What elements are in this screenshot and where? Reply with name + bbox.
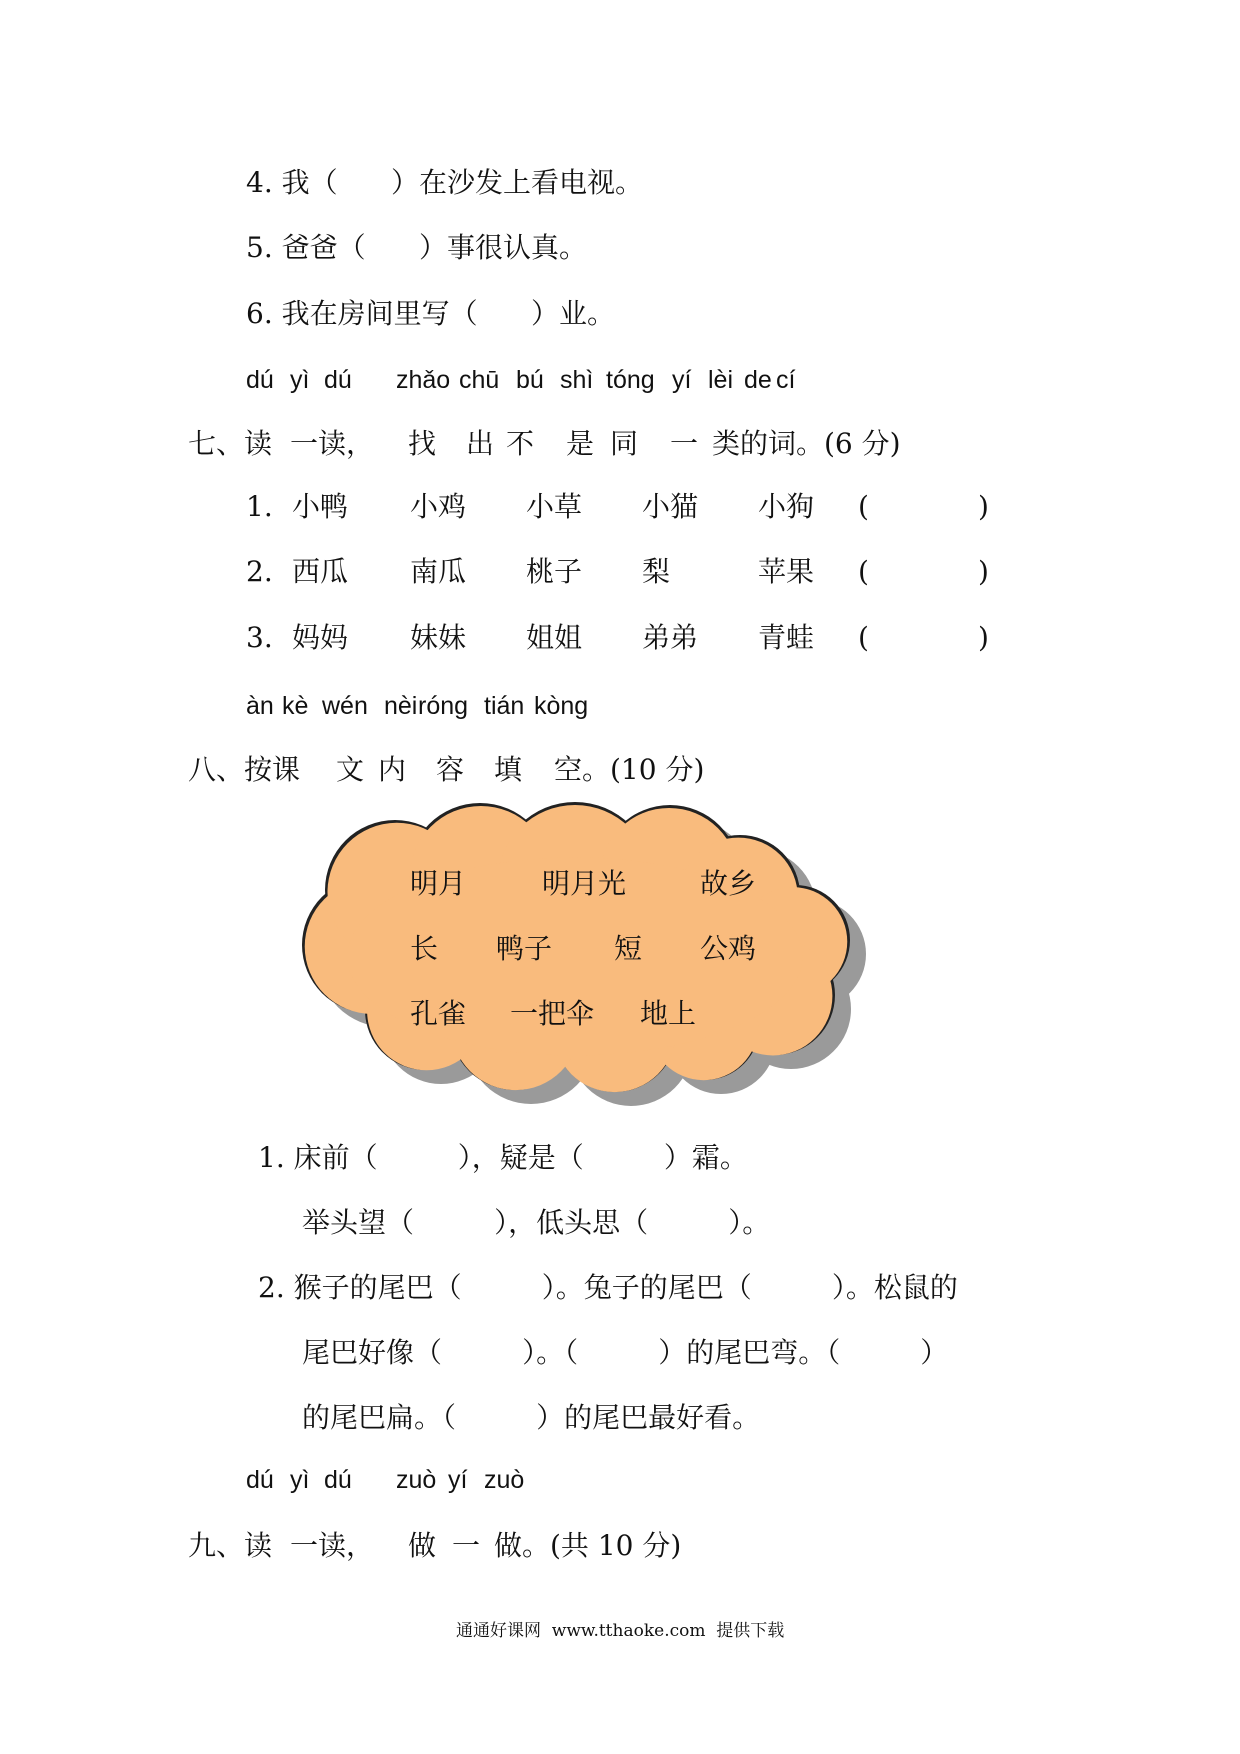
row-number: 1.: [246, 490, 273, 523]
answer-paren-close: ): [978, 555, 989, 588]
pinyin-du-2: dú: [324, 366, 352, 394]
cloud-word: 明月光: [542, 867, 627, 900]
pinyin-ci: cí: [776, 366, 796, 394]
cloud-word: 明月: [410, 867, 467, 900]
section-9-title-part: 九、读: [188, 1529, 273, 1562]
word: 青蛙: [758, 621, 815, 654]
section-8-title-part: 八、按课: [188, 753, 301, 786]
word: 姐姐: [526, 621, 583, 654]
pinyin-nei: nèi: [384, 692, 418, 720]
word: 西瓜: [292, 555, 349, 588]
pinyin-shi: shì: [560, 366, 594, 394]
section-8-title-part: 内: [378, 753, 407, 786]
pinyin-du-1: dú: [246, 366, 274, 394]
word: 苹果: [758, 555, 815, 588]
fill-line-1: 1. 床前（ ），疑是（ ）霜。: [258, 1141, 748, 1174]
section-9-title-part: 一: [452, 1529, 481, 1562]
pinyin-tong: tóng: [606, 366, 655, 394]
answer-paren-close: ): [978, 490, 989, 523]
cloud-word: 一把伞: [510, 997, 595, 1030]
pinyin-de: de: [744, 366, 772, 394]
answer-paren-open: (: [858, 490, 869, 523]
answer-paren-close: ): [978, 621, 989, 654]
cloud-word: 故乡: [700, 867, 757, 900]
word: 妈妈: [292, 621, 349, 654]
word: 南瓜: [410, 555, 467, 588]
section-9-title-part: 一读，: [290, 1529, 375, 1562]
pinyin-chu: chū: [459, 366, 500, 394]
section-7-title-part: 找: [408, 427, 437, 460]
pinyin-an: àn: [246, 692, 274, 720]
section-7-title-part: 同: [610, 427, 639, 460]
section-7-title-part: 类的词。(6 分): [712, 427, 901, 460]
pinyin-ke: kè: [282, 692, 309, 720]
word: 小猫: [642, 490, 699, 523]
section-8-title-part: 文: [336, 753, 365, 786]
question-item-5: 5. 爸爸（ ）事很认真。: [246, 231, 588, 264]
pinyin-lei: lèi: [708, 366, 734, 394]
section-8-title-part: 空。(10 分): [554, 753, 705, 786]
pinyin-rong: róng: [418, 692, 469, 720]
pinyin-yi-3: yì: [290, 1466, 310, 1494]
word: 妹妹: [410, 621, 467, 654]
cloud-word-bank: [275, 800, 945, 1110]
section-7-title-part: 一读，: [290, 427, 375, 460]
footer-credit: 通通好课网 www.tthaoke.com 提供下载: [456, 1621, 785, 1641]
section-9-title-part: 做: [408, 1529, 437, 1562]
pinyin-zuo-2: zuò: [484, 1466, 525, 1494]
pinyin-wen: wén: [322, 692, 368, 720]
section-7-title-part: 不: [506, 427, 535, 460]
section-7-title-part: 七、读: [188, 427, 273, 460]
word: 梨: [642, 555, 671, 588]
section-8-title-part: 填: [494, 753, 523, 786]
word: 桃子: [526, 555, 583, 588]
section-7-title-part: 一: [670, 427, 699, 460]
pinyin-du-4: dú: [324, 1466, 352, 1494]
section-8-title-part: 容: [436, 753, 465, 786]
fill-line-2: 举头望（ ），低头思（ ）。: [302, 1206, 771, 1239]
answer-paren-open: (: [858, 555, 869, 588]
fill-line-4: 尾巴好像（ ）。（ ）的尾巴弯。（ ）: [302, 1336, 949, 1369]
pinyin-bu: bú: [516, 366, 544, 394]
pinyin-zuo-1: zuò: [396, 1466, 437, 1494]
cloud-word: 短: [614, 932, 643, 965]
cloud-word: 孔雀: [410, 997, 467, 1030]
answer-paren-open: (: [858, 621, 869, 654]
cloud-word: 长: [410, 932, 439, 965]
pinyin-kong: kòng: [534, 692, 589, 720]
section-9-title-part: 做。(共 10 分): [494, 1529, 682, 1562]
pinyin-tian: tián: [484, 692, 525, 720]
cloud-word: 地上: [640, 997, 697, 1030]
cloud-word: 公鸡: [700, 932, 757, 965]
pinyin-yi-2: yí: [672, 366, 692, 394]
pinyin-yi-4: yí: [448, 1466, 468, 1494]
word: 小狗: [758, 490, 815, 523]
pinyin-yi: yì: [290, 366, 310, 394]
question-item-6: 6. 我在房间里写（ ）业。: [246, 297, 616, 330]
section-7-title-part: 是: [566, 427, 595, 460]
word: 弟弟: [642, 621, 699, 654]
word: 小鸡: [410, 490, 467, 523]
pinyin-zhao: zhǎo: [396, 366, 451, 394]
question-item-4: 4. 我（ ）在沙发上看电视。: [246, 166, 644, 199]
fill-line-3: 2. 猴子的尾巴（ ）。兔子的尾巴（ ）。松鼠的: [258, 1271, 958, 1304]
word: 小草: [526, 490, 583, 523]
fill-line-5: 的尾巴扁。（ ）的尾巴最好看。: [302, 1401, 761, 1434]
pinyin-du-3: dú: [246, 1466, 274, 1494]
row-number: 2.: [246, 555, 273, 588]
word: 小鸭: [292, 490, 349, 523]
section-7-title-part: 出: [466, 427, 495, 460]
cloud-fill: [305, 805, 848, 1092]
cloud-word: 鸭子: [496, 932, 553, 965]
row-number: 3.: [246, 621, 273, 654]
